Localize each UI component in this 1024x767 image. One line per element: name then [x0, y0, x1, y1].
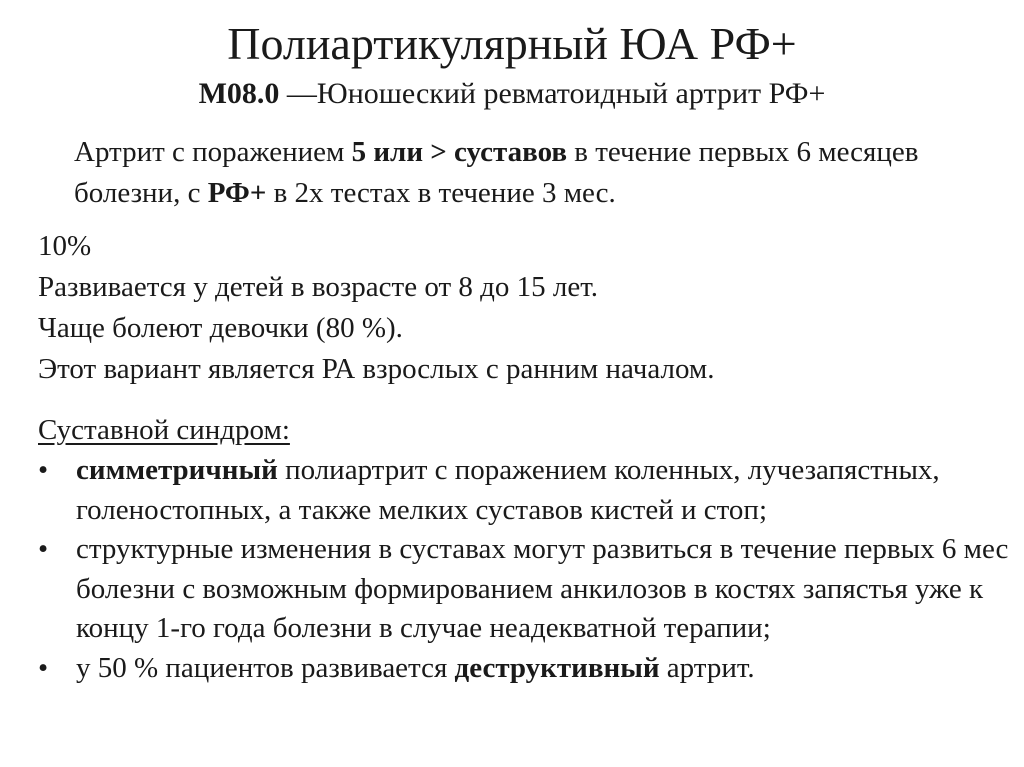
- bullet-icon: •: [38, 454, 49, 486]
- list-item: [38, 530, 1013, 649]
- intro-text-1: Артрит с поражением: [74, 136, 352, 168]
- bullet3-text-2: артрит.: [659, 651, 755, 684]
- slide-subtitle: [0, 70, 1024, 118]
- facts-block: [38, 226, 1008, 390]
- bullet1-text: полиартрит с поражением коленных, лучезапястных, голеностопных, а также мелких суставов кистей и стоп;: [76, 454, 940, 526]
- bullet-icon: •: [38, 651, 49, 684]
- bullet2-text: структурные изменения в суставах могут развиться в течение первых 6 мес болезни с возможным формированием анкилозов в костях запястья уже к концу 1-го года болезни в случае неадекватной терапии;: [76, 533, 1009, 644]
- bullet-list: [38, 451, 1013, 688]
- list-item: [38, 649, 1013, 689]
- icd-code: М08.0: [198, 77, 280, 110]
- fact-line: 10%: [38, 230, 92, 262]
- bullet3-bold: деструктивный: [454, 651, 660, 684]
- section-title: Суставной синдром:: [38, 414, 290, 446]
- intro-bold-joints: 5 или > суставов: [351, 136, 568, 168]
- slide-title: Полиартикулярный ЮА РФ+: [227, 18, 797, 69]
- bullet-icon: •: [38, 533, 49, 565]
- subtitle-text: —Юношеский ревматоидный артрит РФ+: [279, 77, 826, 110]
- bullet1-bold: симметричный: [76, 454, 278, 486]
- intro-bold-rf: РФ+: [207, 177, 267, 209]
- fact-line: Чаще болеют девочки (80 %).: [38, 312, 403, 344]
- intro-text-2: в течение первых 6 месяцев болезни, с: [74, 136, 919, 209]
- intro-text-3: в 2х тестах в течение 3 мес.: [266, 177, 616, 209]
- list-item: [38, 451, 1013, 530]
- intro-text: [38, 132, 1008, 214]
- fact-line: Этот вариант является РА взрослых с ранним началом.: [38, 353, 715, 385]
- fact-line: Развивается у детей в возрасте от 8 до 15 лет.: [38, 271, 598, 303]
- intro-paragraph: [38, 132, 1008, 214]
- bullet3-text-1: у 50 % пациентов развивается: [76, 651, 455, 684]
